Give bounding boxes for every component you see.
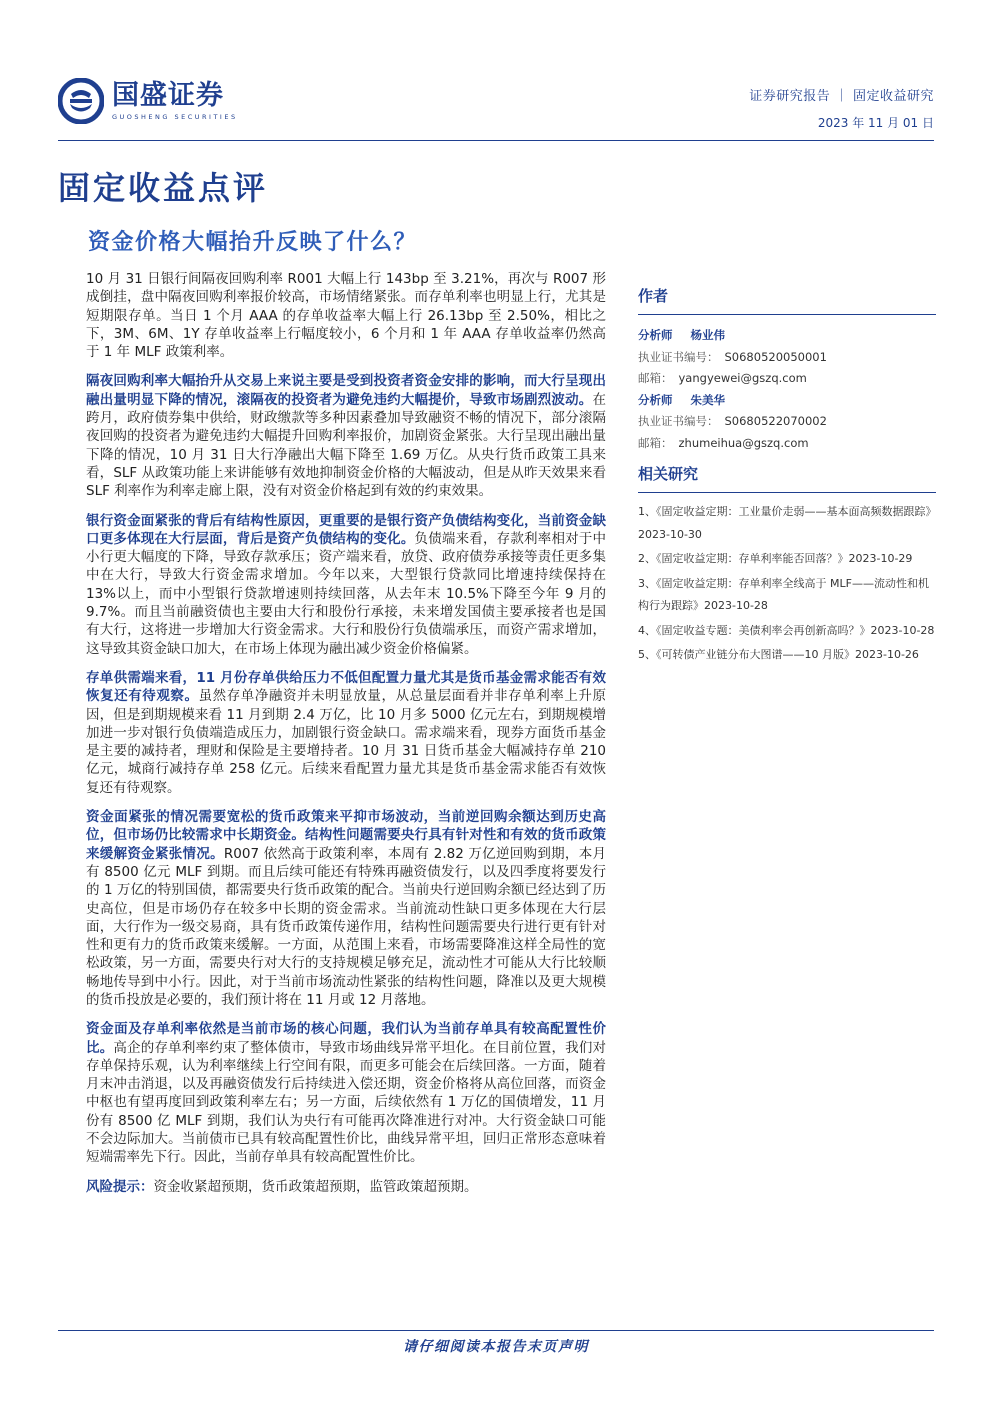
analyst-2-email: 邮箱： zhumeihua@gszq.com <box>638 435 809 450</box>
paragraph-2: 隔夜回购利率大幅抬升从交易上来说主要是受到投资者资金安排的影响，而大行呈现出融出量明显下降的情况，滚隔夜的投资者为避免违约大幅提价，导致市场剧烈波动。在跨月，政府债券集中供给，财政缴款等多种因素叠加导致融资不畅的情况下，部分滚隔夜回购的投资者为避免违约大幅提升回购利率报价，加剧资金紧张。大行呈现出融出量下降的情况，10 月 31 日大行净融出大幅下降至 1.69 万亿。从央行货币政策工具来看，SLF 从政策功能上来讲能够有效地抑制资金价格的大幅波动，但是从昨天效果来看 SLF 利率作为利率走廊上限，没有对资金价格起到有效的约束效果。 <box>86 373 606 500</box>
analyst-1-name: 杨业伟 <box>690 328 725 342</box>
paragraph-6-highlight: 资金面及存单利率依然是当前市场的核心问题，我们认为当前存单具有较高配置性价比。 <box>86 1021 606 1056</box>
report-meta <box>749 88 934 132</box>
risk-warning-label: 风险提示： <box>86 1178 154 1195</box>
related-item[interactable]: 2、《固定收益定期：存单利率能否回落？》2023-10-29 <box>638 552 913 565</box>
paragraph-4-highlight: 存单供需端来看，11 月份存单供给压力不低但配置力量尤其是货币基金需求能否有效恢复还有待观察。 <box>86 669 606 705</box>
risk-warning: 风险提示：资金收紧超预期，货币政策超预期，监管政策超预期。 <box>86 1178 478 1195</box>
authors-heading: 作者 <box>638 284 936 315</box>
analysts-list <box>638 315 936 462</box>
analyst-2-header: 分析师 朱美华 <box>638 392 725 407</box>
header-divider <box>58 140 934 141</box>
paragraph-6: 资金面及存单利率依然是当前市场的核心问题，我们认为当前存单具有较高配置性价比。高企的存单利率约束了整体债市，导致市场曲线异常平坦化。在目前位置，我们对存单保持乐观，认为利率继续上行空间有限，而更多可能会在后续回落。一方面，随着月末冲击消退，以及再融资债发行后持续进入偿还期，资金价格将从高位回落，而资金中枢也有望再度回到政策利率左右；另一方面，后续依然有 1 万亿的国债增发，11 月份有 8500 亿 MLF 到期，我们认为央行有可能再次降准进行对冲。大行资金缺口可能不会边际加大。当前债市已具有较高配置性价比，曲线异常平坦，回归正常形态意味着短端需率先下行。因此，当前存单具有较高配置性价比。 <box>86 1021 607 1166</box>
report-category-title: 固定收益点评 <box>58 169 269 207</box>
related-item[interactable]: 4、《固定收益专题：美债利率会再创新高吗？》2023-10-28 <box>638 623 935 637</box>
sidebar <box>638 284 936 669</box>
company-logo <box>58 78 238 124</box>
related-item[interactable]: 5、《可转债产业链分布大图谱——10 月版》2023-10-26 <box>638 648 919 661</box>
paragraph-5-highlight: 资金面紧张的情况需要宽松的货币政策来平抑市场波动，当前逆回购余额达到历史高位，但市场仍比较需求中长期资金。结构性问题需要央行具有针对性和有效的货币政策来缓解资金紧张情况。 <box>86 809 606 862</box>
paragraph-3: 银行资金面紧张的背后有结构性原因，更重要的是银行资产负债结构变化，当前资金缺口更多体现在大行层面，背后是资产负债结构的变化。负债端来看，存款利率相对于中小行更大幅度的下降，导致存款承压；资产端来看，放贷、政府债券承接等责任更多集中在大行，导致大行资金需求增加。今年以来，大型银行贷款同比增速持续保持在 13%以上，而中小型银行贷款增速则持续回落，从去年末 10.5%下降至今年 9 月的 9.7%。而且当前融资债也主要由大行和股份行承接，未来增发国债主要承接者也是国有大行，这将进一步增加大行资金需求。大行和股份行负债端承压，而资产需求增加，这导致其资金缺口加大，在市场上体现为融出减少资金价格偏紧。 <box>86 512 607 657</box>
guosheng-logo-icon <box>58 78 104 124</box>
report-title: 资金价格大幅抬升反映了什么？ <box>88 230 418 255</box>
analyst-1-cert: 执业证书编号： S0680520050001 <box>638 349 827 364</box>
footer-divider <box>58 1330 934 1331</box>
report-body <box>86 270 606 1196</box>
related-item[interactable]: 3、《固定收益定期：存单利率全线高于 MLF——流动性和机构行为跟踪》2023-10-28 <box>638 576 929 612</box>
related-research-list <box>638 493 936 667</box>
report-type: 证券研究报告 ｜ 固定收益研究 <box>749 89 934 104</box>
paragraph-4: 存单供需端来看，11 月份存单供给压力不低但配置力量尤其是货币基金需求能否有效恢复还有待观察。虽然存单净融资并未明显放量，从总量层面看并非存单利率上升原因，但是到期规模来看 11 月到期 2.4 万亿，比 10 月多 5000 亿元左右，到期规模增加进一步对银行负债端造成压力，加剧银行资金缺口。需求端来看，现券方面货币基金是主要的减持者，理财和保险是主要增持者。10 月 31 日货币基金大幅减持存单 210 亿元，城商行减持存单 258 亿元。后续来看配置力量尤其是货币基金需求能否有效恢复还有待观察。 <box>86 669 607 796</box>
analyst-2-cert: 执业证书编号： S0680522070002 <box>638 414 827 428</box>
paragraph-3-highlight: 银行资金面紧张的背后有结构性原因，更重要的是银行资产负债结构变化，当前资金缺口更多体现在大行层面，背后是资产负债结构的变化。 <box>86 512 606 547</box>
report-date: 2023 年 11 月 01 日 <box>817 116 934 130</box>
logo-english-name: GUOSHENG SECURITIES <box>112 112 238 121</box>
related-research-heading: 相关研究 <box>638 462 936 493</box>
paragraph-2-highlight: 隔夜回购利率大幅抬升从交易上来说主要是受到投资者资金安排的影响，而大行呈现出融出量明显下降的情况，滚隔夜的投资者为避免违约大幅提价，导致市场剧烈波动。 <box>86 373 606 408</box>
footer-disclaimer: 请仔细阅读本报告末页声明 <box>403 1339 589 1355</box>
paragraph-1: 10 月 31 日银行间隔夜回购利率 R001 大幅上行 143bp 至 3.21%，再次与 R007 形成倒挂，盘中隔夜回购利率报价较高，市场情绪紧张。而存单利率也明显上行，尤其是短期限存单。当日 1 个月 AAA 的存单收益率大幅上行 26.13bp 至 2.50%，相比之下，3M、6M、1Y 存单收益率上行幅度较小，6 个月和 1 年 AAA 存单收益率仍然高于 1 年 MLF 政策利率。 <box>86 271 606 361</box>
logo-chinese-name: 国盛证券 <box>112 79 224 111</box>
analyst-2-name: 朱美华 <box>690 392 725 407</box>
analyst-1-header: 分析师 杨业伟 <box>638 328 725 342</box>
analyst-1-email: 邮箱： yangyewei@gszq.com <box>638 371 807 385</box>
related-item[interactable]: 1、《固定收益定期：工业量价走弱——基本面高频数据跟踪》2023-10-30 <box>638 505 931 541</box>
paragraph-5: 资金面紧张的情况需要宽松的货币政策来平抑市场波动，当前逆回购余额达到历史高位，但市场仍比较需求中长期资金。结构性问题需要央行具有针对性和有效的货币政策来缓解资金紧张情况。R007 依然高于政策利率，本周有 2.82 万亿逆回购到期，本月有 8500 亿元 MLF 到期。而且后续可能还有特殊再融资债发行，以及四季度将要发行的 1 万亿的特别国债，都需要央行货币政策的配合。当前央行逆回购余额已经达到了历史高位，但是市场仍存在较多中长期的资金需求。当前流动性缺口更多体现在大行层面，大行作为一级交易商，具有货币政策传递作用，结构性问题需要央行进行更有针对性和更有力的货币政策来缓解。一方面，从范围上来看，市场需要降准这样全局性的宽松政策，另一方面，需要央行对大行的支持规模足够充足，流动性才可能从大行比较顺畅地传导到中小行。因此，对于当前市场流动性紧张的结构性问题，降准以及更大规模的货币投放是必要的，我们预计将在 11 月或 12 月落地。 <box>86 809 606 1008</box>
